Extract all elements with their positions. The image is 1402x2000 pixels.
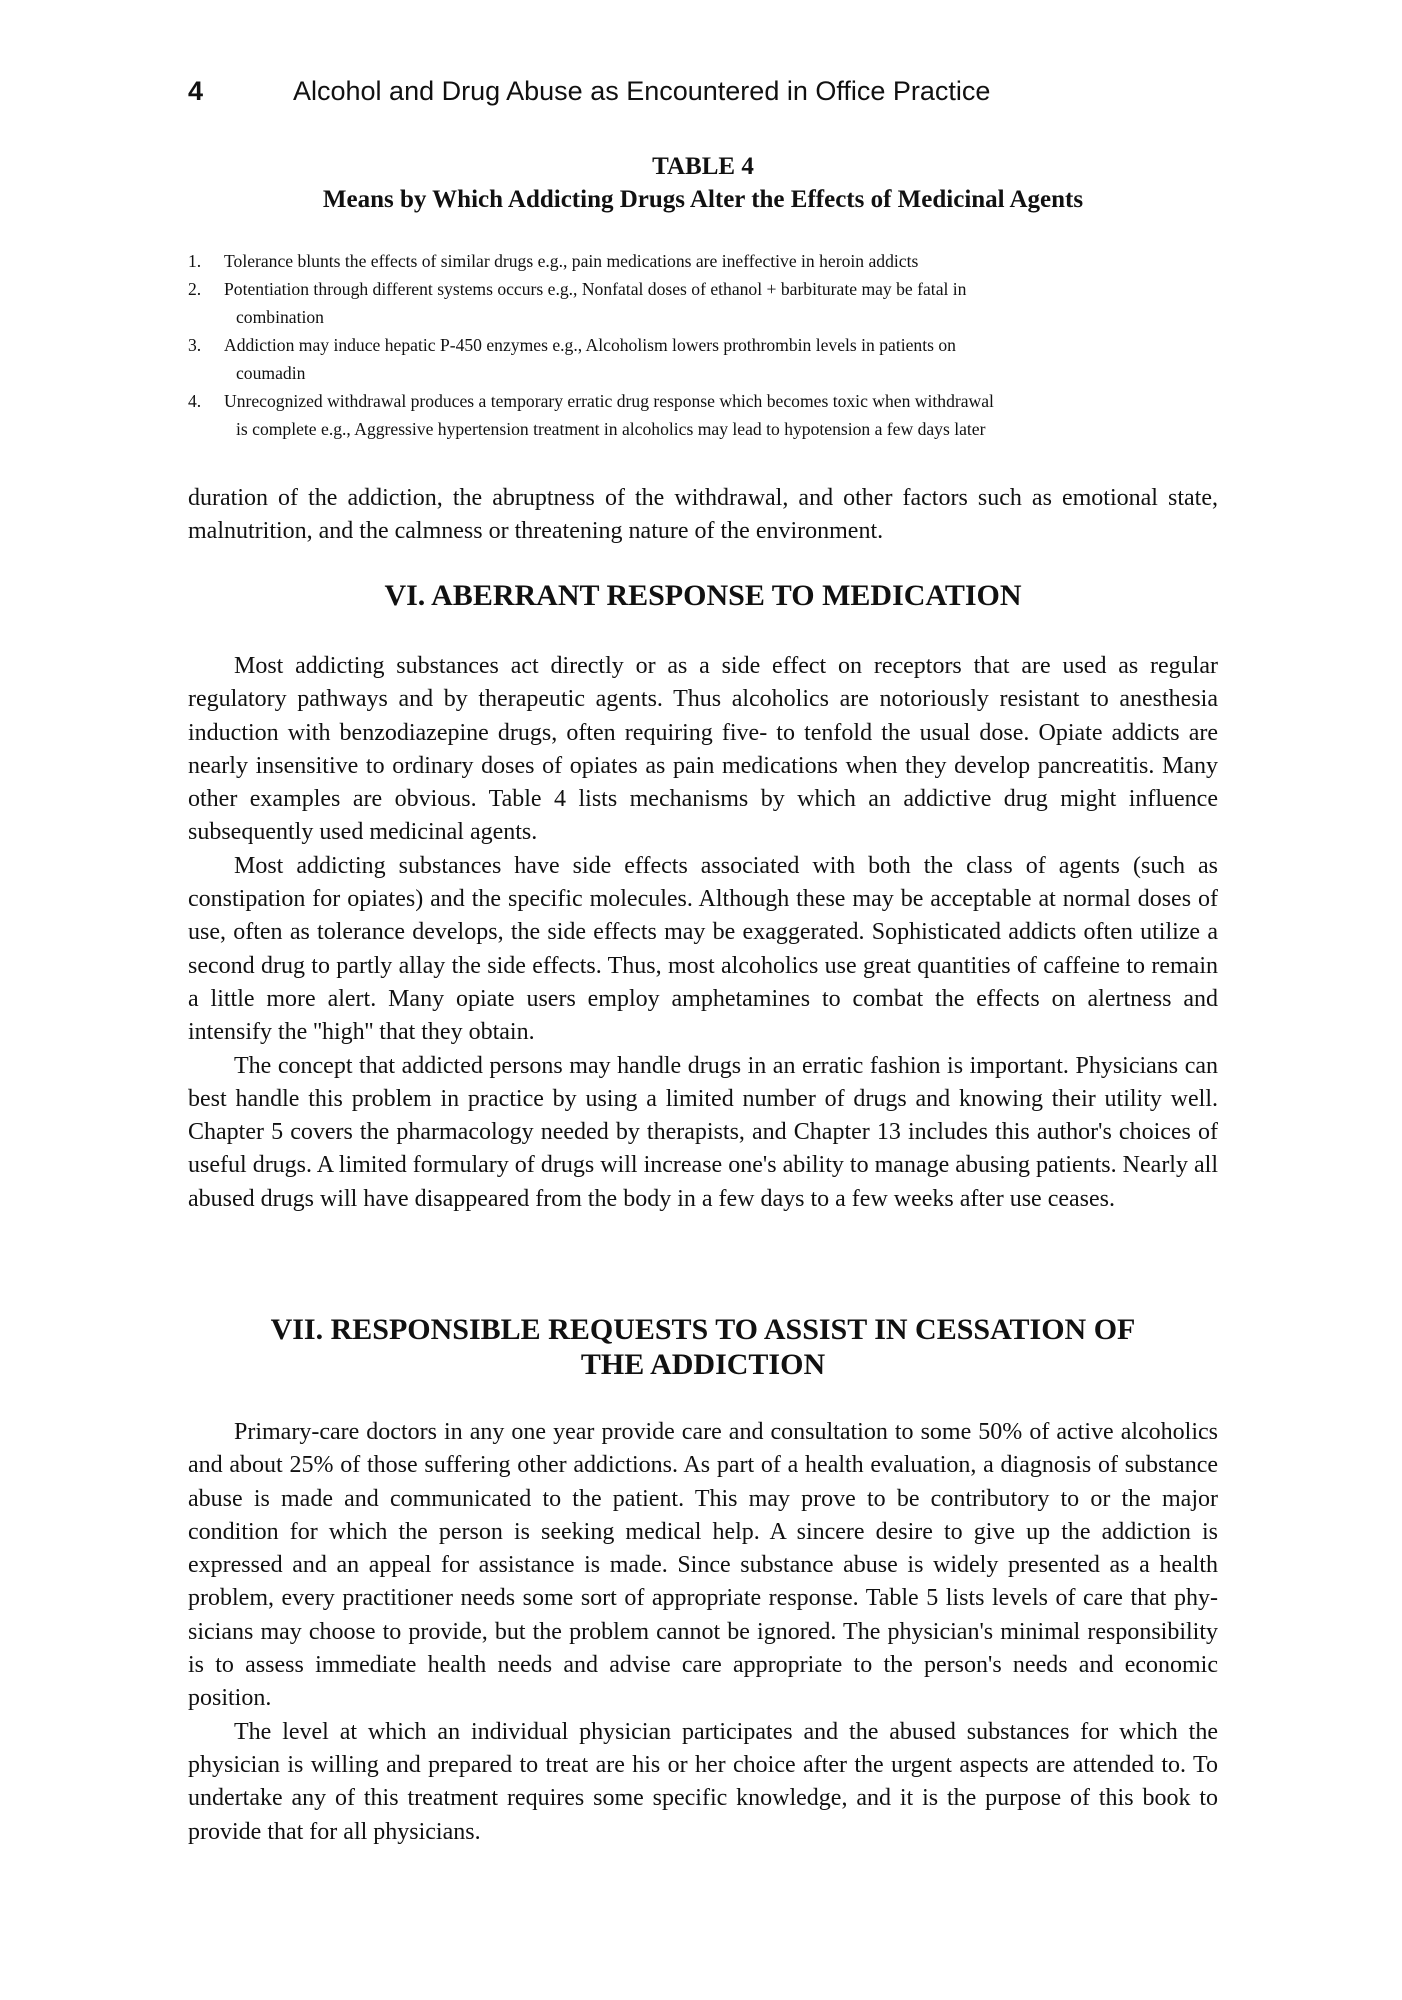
table-caption <box>188 150 1218 216</box>
table-item <box>188 247 1218 275</box>
body-paragraph: The concept that addicted persons may handle drugs in an erratic fashion is important. Physicians can best handle this problem in practice by using a limited number of drugs and knowing their utility well. Chapter 5 covers the pharmacology needed by therapists, and Chapter 13 includes this author's choices of useful drugs. A limited formulary of drugs will increase one's ability to manage abusing patients. Nearly all abused drugs will have disappeared from the body in a few days to a few weeks after use ceases. <box>188 1052 1218 1212</box>
table-item-line: Unrecognized withdrawal produces a temporary erratic drug response which becomes toxic when withdrawal <box>224 391 994 411</box>
table-item-number: 2. <box>188 279 202 299</box>
body-paragraph: duration of the addiction, the abruptness of the withdrawal, and other factors such as emotional state, malnutrition, and the calmness or threatening nature of the environment. <box>188 485 1218 545</box>
table-item-line: Tolerance blunts the effects of similar drugs e.g., pain medications are ineffective in heroin addicts <box>224 251 919 271</box>
table-item-line: Addiction may induce hepatic P-450 enzymes e.g., Alcoholism lowers prothrombin levels in patients on <box>224 335 956 355</box>
table-item-number: 3. <box>188 335 202 355</box>
table-item-continuation: is complete e.g., Aggressive hypertension treatment in alcoholics may lead to hypotension a few days later <box>236 419 986 439</box>
table-item-continuation: combination <box>236 307 324 327</box>
body-paragraph: Most addicting substances have side effects associated with both the class of agents (such as constipation for opiates) and the specific molecules. Although these may be acceptable at normal doses of use, often as tolerance develops, the side effects may be exaggerated. Sophisticated addicts often utilize a second drug to partly allay the side effects. Thus, most alcoholics use great quantities of caffeine to remain a little more alert. Many opiate users employ amphetamines to combat the effects on alertness and intensify the ''high'' that they obtain. <box>188 852 1218 1046</box>
table-item-number: 4. <box>188 391 202 411</box>
running-head-title: Alcohol and Drug Abuse as Encountered in Office Practice <box>293 76 991 106</box>
table-list <box>188 247 1218 443</box>
table-item <box>188 275 1218 331</box>
section-heading-vii-line1: VII. RESPONSIBLE REQUESTS TO ASSIST IN CESSATION OF <box>270 1313 1136 1346</box>
table-item <box>188 331 1218 387</box>
page-number: 4 <box>188 76 204 106</box>
section-vii-body <box>188 1416 1218 1849</box>
section-heading-vii <box>188 1312 1218 1382</box>
section-heading-vii-line2: THE ADDICTION <box>580 1348 826 1381</box>
intro-paragraph-block <box>188 482 1218 549</box>
body-paragraph: The level at which an individual physician participates and the abused substances for which the physician is willing and prepared to treat are his or her choice after the urgent aspects are attended to. To undertake any of this treatment requires some specific knowledge, and it is the purpose of this book to provide that for all physicians. <box>188 1718 1218 1845</box>
section-heading-vi: VI. ABERRANT RESPONSE TO MEDICATION <box>384 579 1022 612</box>
body-paragraph: Primary-care doctors in any one year provide care and consultation to some 50% of active alcoholics and about 25% of those suffering other addictions. As part of a health evaluation, a diagnosis of substance abuse is made and communicated to the patient. This may prove to be contributory to or the major condition for which the person is seeking medical help. A sincere desire to give up the addiction is expressed and an appeal for assistance is made. Since substance abuse is widely presented as a health problem, every practitioner needs some sort of appropriate response. Table 5 lists levels of care that physicians may choose to provide, but the problem cannot be ignored. The physician's minimal responsibility is to assess immediate health needs and advise care appropriate to the person's needs and economic position. <box>188 1419 1218 1712</box>
table-item <box>188 387 1218 443</box>
table-title: Means by Which Addicting Drugs Alter the Effects of Medicinal Agents <box>322 186 1084 213</box>
table-item-line: Potentiation through different systems occurs e.g., Nonfatal doses of ethanol + barbiturate may be fatal in <box>224 279 967 299</box>
section-vi-body <box>188 650 1218 1216</box>
table-item-continuation: coumadin <box>236 363 306 383</box>
table-label: TABLE 4 <box>652 153 754 180</box>
body-paragraph: Most addicting substances act directly or as a side effect on receptors that are used as regular regulatory pathways and by therapeutic agents. Thus alcoholics are notoriously resistant to anesthesia induction with benzodiazepine drugs, often requiring five- to tenfold the usual dose. Opiate addicts are nearly insensitive to ordinary doses of opiates as pain medications when they develop pancreatitis. Many other examples are obvious. Table 4 lists mechanisms by which an addictive drug might influence subsequently used medicinal agents. <box>188 653 1218 846</box>
running-head <box>188 74 1218 108</box>
table-item-number: 1. <box>188 251 202 271</box>
